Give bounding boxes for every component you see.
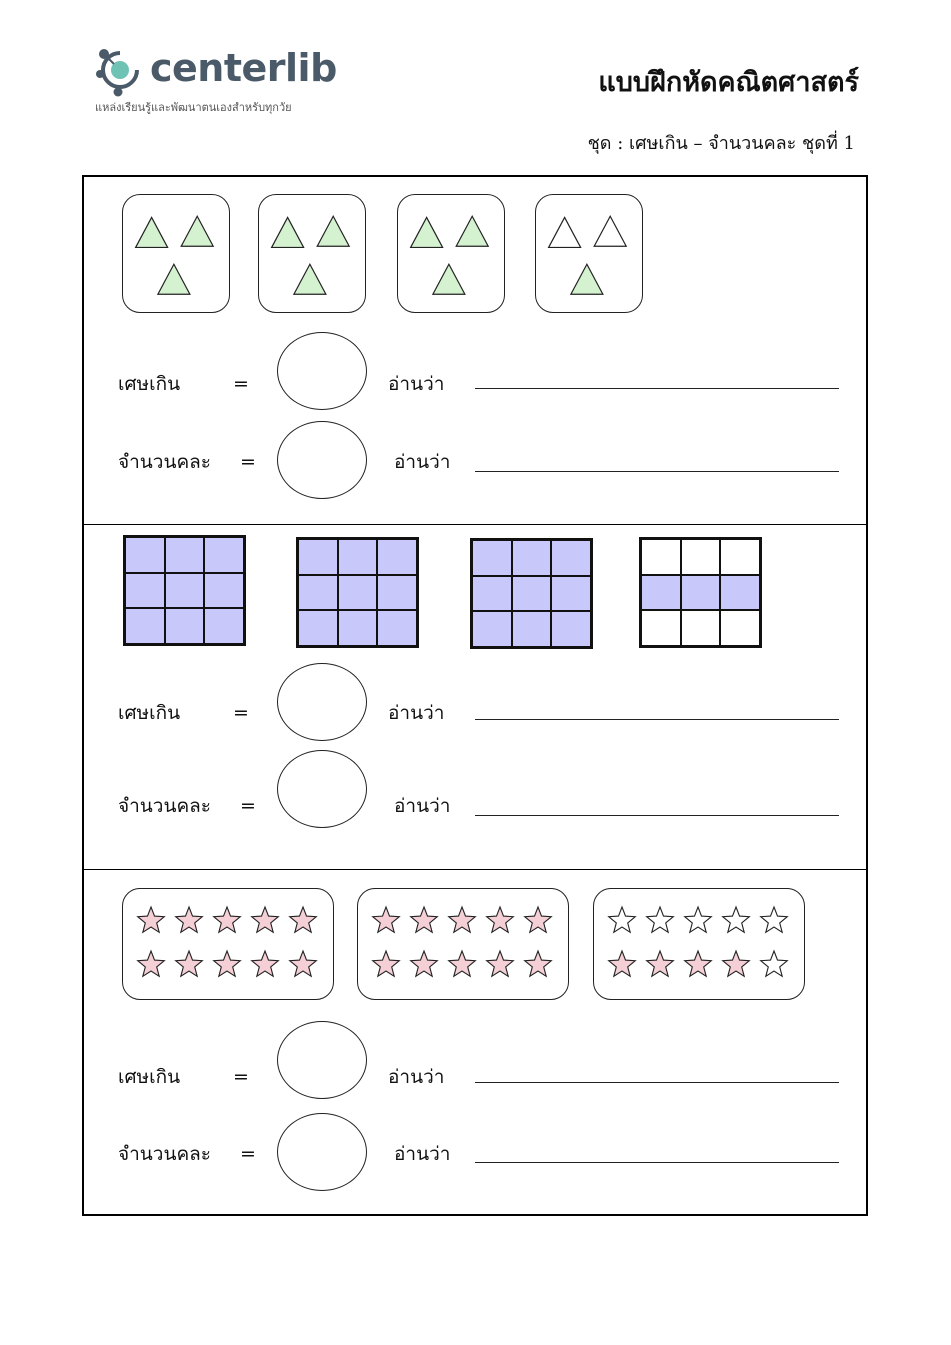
grid-cell (681, 610, 721, 646)
read-as-label: อ่านว่า (388, 373, 445, 395)
grid-cell (551, 611, 591, 647)
logo-text: centerlib (150, 46, 337, 90)
star-icon (647, 951, 674, 976)
grid-cell (681, 575, 721, 611)
improper-fraction-answer[interactable] (277, 332, 367, 410)
star-icon (487, 951, 514, 976)
grid-cell (338, 575, 378, 611)
improper-read-as-line[interactable] (475, 719, 839, 720)
grid-group (470, 538, 593, 649)
grid-cell (641, 575, 681, 611)
mixed-number-label: จำนวนคละ (118, 1143, 212, 1165)
star-icon (252, 907, 279, 932)
star-icon (214, 951, 241, 976)
star-icon (176, 951, 203, 976)
mixed-read-as-line[interactable] (475, 1162, 839, 1163)
star-group (593, 888, 805, 1000)
star-icon (609, 951, 636, 976)
grid-cell (338, 610, 378, 646)
star-icon (373, 951, 400, 976)
grid-cell (377, 575, 417, 611)
read-as-label: อ่านว่า (394, 795, 451, 817)
read-as-label: อ่านว่า (394, 451, 451, 473)
improper-fraction-label: เศษเกิน (118, 373, 181, 395)
grid-cell (204, 608, 244, 644)
star-icon (723, 951, 750, 976)
grid-cell (165, 608, 205, 644)
equals-sign: = (233, 702, 249, 724)
triangle-icon (272, 217, 304, 247)
grid-cell (551, 540, 591, 576)
grid-cell (298, 539, 338, 575)
improper-fraction-label: เศษเกิน (118, 702, 181, 724)
equals-sign: = (233, 1066, 249, 1088)
mixed-read-as-line[interactable] (475, 471, 839, 472)
grid-cell (204, 537, 244, 573)
mixed-number-label: จำนวนคละ (118, 795, 212, 817)
star-icon (609, 907, 636, 932)
grid-cell (165, 537, 205, 573)
grid-cell (165, 573, 205, 609)
logo-tagline: แหล่งเรียนรู้และพัฒนาตนเองสำหรับทุกวัย (95, 101, 292, 114)
star-group (122, 888, 334, 1000)
improper-read-as-line[interactable] (475, 388, 839, 389)
triangle-icon (181, 216, 213, 246)
grid-cell (377, 610, 417, 646)
equals-sign: = (233, 373, 249, 395)
star-icon (761, 907, 788, 932)
star-icon (761, 951, 788, 976)
read-as-label: อ่านว่า (394, 1143, 451, 1165)
star-icon (290, 907, 317, 932)
star-icon (525, 951, 552, 976)
star-icon (252, 951, 279, 976)
grid-cell (512, 576, 552, 612)
triangle-group (397, 194, 505, 313)
star-icon (685, 951, 712, 976)
triangle-group (122, 194, 230, 313)
improper-fraction-answer[interactable] (277, 663, 367, 741)
triangle-icon (158, 264, 190, 294)
star-icon (449, 907, 476, 932)
star-icon (449, 951, 476, 976)
triangle-icon (594, 216, 626, 246)
grid-group (123, 535, 246, 646)
grid-cell (338, 539, 378, 575)
logo-icon (92, 42, 148, 98)
triangle-icon (456, 216, 488, 246)
mixed-number-answer[interactable] (277, 1113, 367, 1191)
section-divider (82, 524, 868, 525)
grid-cell (125, 608, 165, 644)
equals-sign: = (240, 451, 256, 473)
triangle-icon (411, 217, 443, 247)
star-icon (411, 951, 438, 976)
grid-cell (720, 610, 760, 646)
star-group (357, 888, 569, 1000)
star-icon (290, 951, 317, 976)
grid-cell (681, 539, 721, 575)
triangle-icon (571, 264, 603, 294)
grid-cell (720, 539, 760, 575)
triangle-icon (136, 217, 168, 247)
improper-fraction-answer[interactable] (277, 1021, 367, 1099)
star-icon (138, 907, 165, 932)
star-icon (525, 907, 552, 932)
grid-cell (204, 573, 244, 609)
grid-cell (298, 610, 338, 646)
grid-cell (125, 573, 165, 609)
triangle-icon (433, 264, 465, 294)
star-icon (176, 907, 203, 932)
grid-cell (512, 540, 552, 576)
section-divider (82, 869, 868, 870)
read-as-label: อ่านว่า (388, 702, 445, 724)
worksheet-frame (82, 175, 868, 1216)
star-icon (373, 907, 400, 932)
grid-cell (641, 610, 681, 646)
star-icon (138, 951, 165, 976)
grid-group (296, 537, 419, 648)
star-icon (685, 907, 712, 932)
grid-cell (472, 611, 512, 647)
mixed-number-answer[interactable] (277, 750, 367, 828)
equals-sign: = (240, 1143, 256, 1165)
grid-cell (472, 540, 512, 576)
star-icon (647, 907, 674, 932)
grid-cell (125, 537, 165, 573)
grid-cell (512, 611, 552, 647)
star-icon (214, 907, 241, 932)
grid-cell (551, 576, 591, 612)
triangle-icon (294, 264, 326, 294)
mixed-number-label: จำนวนคละ (118, 451, 212, 473)
page-subtitle: ชุด : เศษเกิน – จำนวนคละ ชุดที่ 1 (587, 133, 855, 154)
grid-cell (720, 575, 760, 611)
grid-cell (641, 539, 681, 575)
triangle-icon (317, 216, 349, 246)
grid-cell (298, 575, 338, 611)
triangle-group (258, 194, 366, 313)
grid-cell (472, 576, 512, 612)
triangle-group (535, 194, 643, 313)
page-title: แบบฝึกหัดคณิตศาสตร์ (598, 67, 859, 98)
triangle-icon (549, 217, 581, 247)
equals-sign: = (240, 795, 256, 817)
mixed-number-answer[interactable] (277, 421, 367, 499)
star-icon (487, 907, 514, 932)
star-icon (723, 907, 750, 932)
improper-fraction-label: เศษเกิน (118, 1066, 181, 1088)
star-icon (411, 907, 438, 932)
grid-group (639, 537, 762, 648)
improper-read-as-line[interactable] (475, 1082, 839, 1083)
mixed-read-as-line[interactable] (475, 815, 839, 816)
grid-cell (377, 539, 417, 575)
read-as-label: อ่านว่า (388, 1066, 445, 1088)
